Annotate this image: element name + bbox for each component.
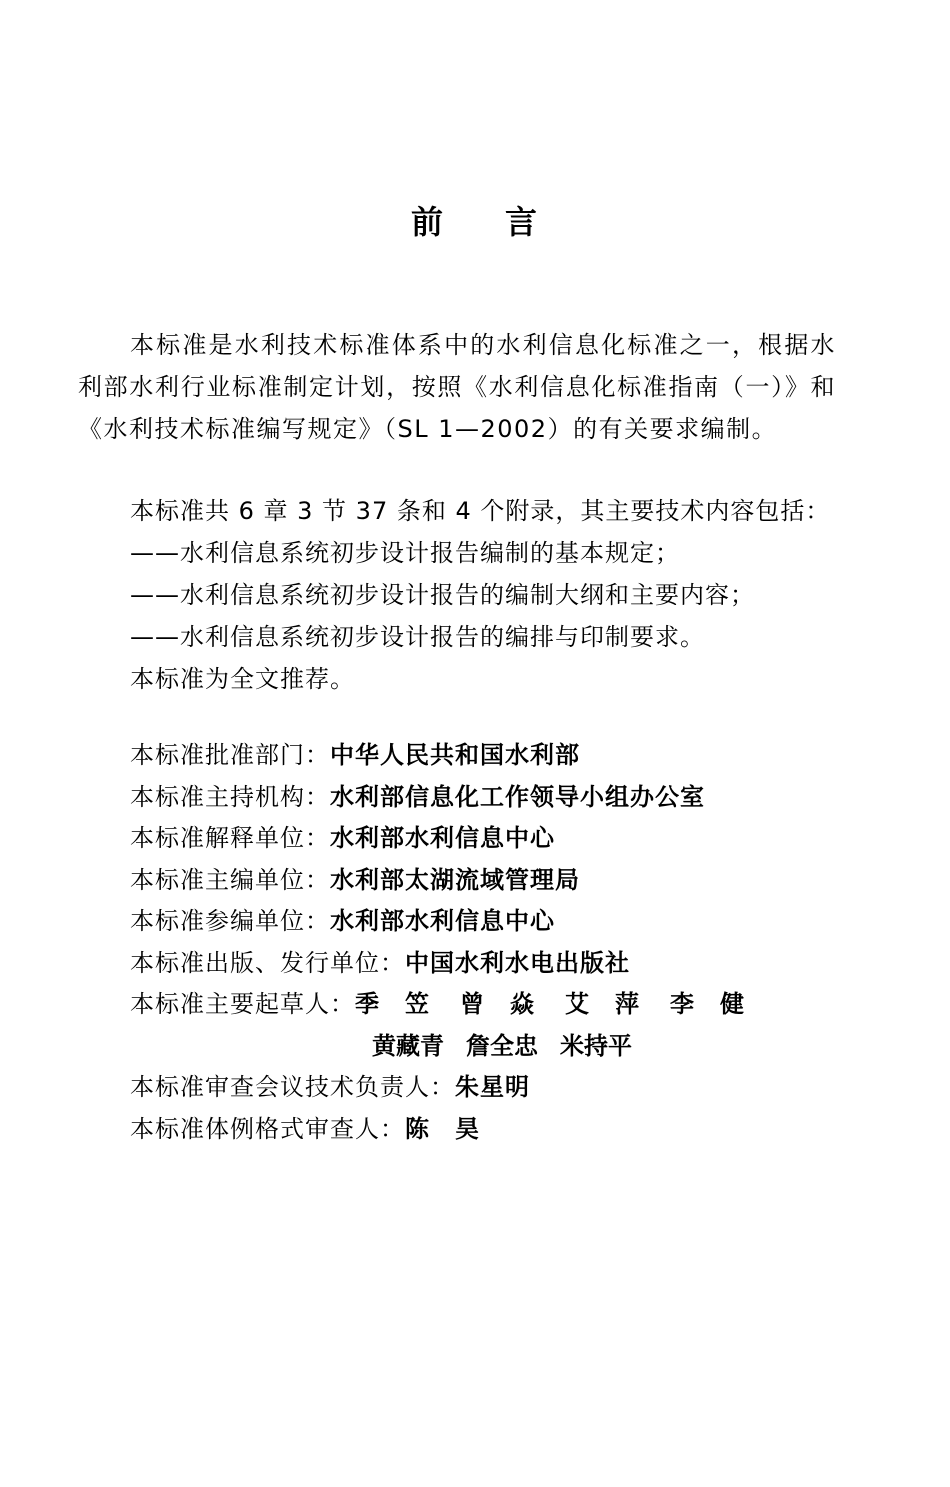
drafter-name: 詹全忠 bbox=[466, 1031, 538, 1060]
page-title bbox=[0, 198, 950, 246]
drafter-name: 艾 萍 bbox=[565, 990, 640, 1018]
credit-label: 本标准审查会议技术负责人： bbox=[130, 1073, 455, 1101]
credit-label: 本标准参编单位： bbox=[130, 907, 330, 935]
credit-co bbox=[130, 901, 850, 943]
content-item-2: ——水利信息系统初步设计报告的编制大纲和主要内容； bbox=[130, 581, 755, 609]
credit-value: 水利部水利信息中心 bbox=[330, 824, 555, 852]
credit-value: 朱星明 bbox=[455, 1073, 530, 1101]
drafter-name: 黄藏青 bbox=[372, 1031, 444, 1060]
credit-value: 陈 昊 bbox=[405, 1114, 480, 1143]
intro-paragraph: 本标准是水利技术标准体系中的水利信息化标准之一，根据水利部水利行业标准制定计划，按照《水利信息化标准指南（一）》和《水利技术标准编写规定》（SL 1—2002）的有关要求编制。 bbox=[78, 331, 836, 443]
recommend-line: 本标准为全文推荐。 bbox=[130, 665, 355, 693]
credit-value: 水利部太湖流域管理局 bbox=[330, 865, 580, 894]
credit-label: 本标准出版、发行单位： bbox=[130, 948, 405, 977]
drafter-name: 李 健 bbox=[670, 990, 745, 1018]
credit-label: 本标准批准部门： bbox=[130, 741, 330, 769]
credit-value: 中华人民共和国水利部 bbox=[330, 741, 580, 769]
credit-label: 本标准主编单位： bbox=[130, 865, 330, 894]
credit-host bbox=[130, 777, 850, 819]
credit-value: 中国水利水电出版社 bbox=[405, 948, 630, 977]
drafter-names-row-2 bbox=[130, 1026, 850, 1068]
credit-label: 本标准主持机构： bbox=[130, 782, 330, 811]
credit-label: 本标准主要起草人： bbox=[130, 990, 355, 1018]
title-char-2: 言 bbox=[505, 203, 540, 241]
credit-label: 本标准解释单位： bbox=[130, 824, 330, 852]
title-char-1: 前 bbox=[410, 203, 445, 241]
credit-review bbox=[130, 1067, 850, 1109]
content-item-3: ——水利信息系统初步设计报告的编排与印制要求。 bbox=[130, 623, 705, 651]
credit-approval bbox=[130, 735, 850, 777]
credit-value: 水利部信息化工作领导小组办公室 bbox=[330, 782, 705, 811]
scope-line: 本标准共 6 章 3 节 37 条和 4 个附录，其主要技术内容包括： bbox=[130, 497, 831, 525]
credit-drafters bbox=[130, 984, 850, 1026]
credit-format bbox=[130, 1109, 850, 1151]
credit-interpret bbox=[130, 818, 850, 860]
drafter-name: 米持平 bbox=[560, 1031, 632, 1060]
content-lines bbox=[130, 490, 850, 700]
credit-label: 本标准体例格式审查人： bbox=[130, 1114, 405, 1143]
credit-value: 水利部水利信息中心 bbox=[330, 907, 555, 935]
credit-chief bbox=[130, 860, 850, 902]
content-item-1: ——水利信息系统初步设计报告编制的基本规定； bbox=[130, 539, 680, 567]
credit-publisher bbox=[130, 943, 850, 985]
credits-block bbox=[130, 735, 850, 1150]
drafter-names-row-1 bbox=[355, 990, 745, 1018]
drafter-name: 曾 焱 bbox=[460, 990, 535, 1018]
drafter-name: 季 笠 bbox=[355, 990, 430, 1018]
